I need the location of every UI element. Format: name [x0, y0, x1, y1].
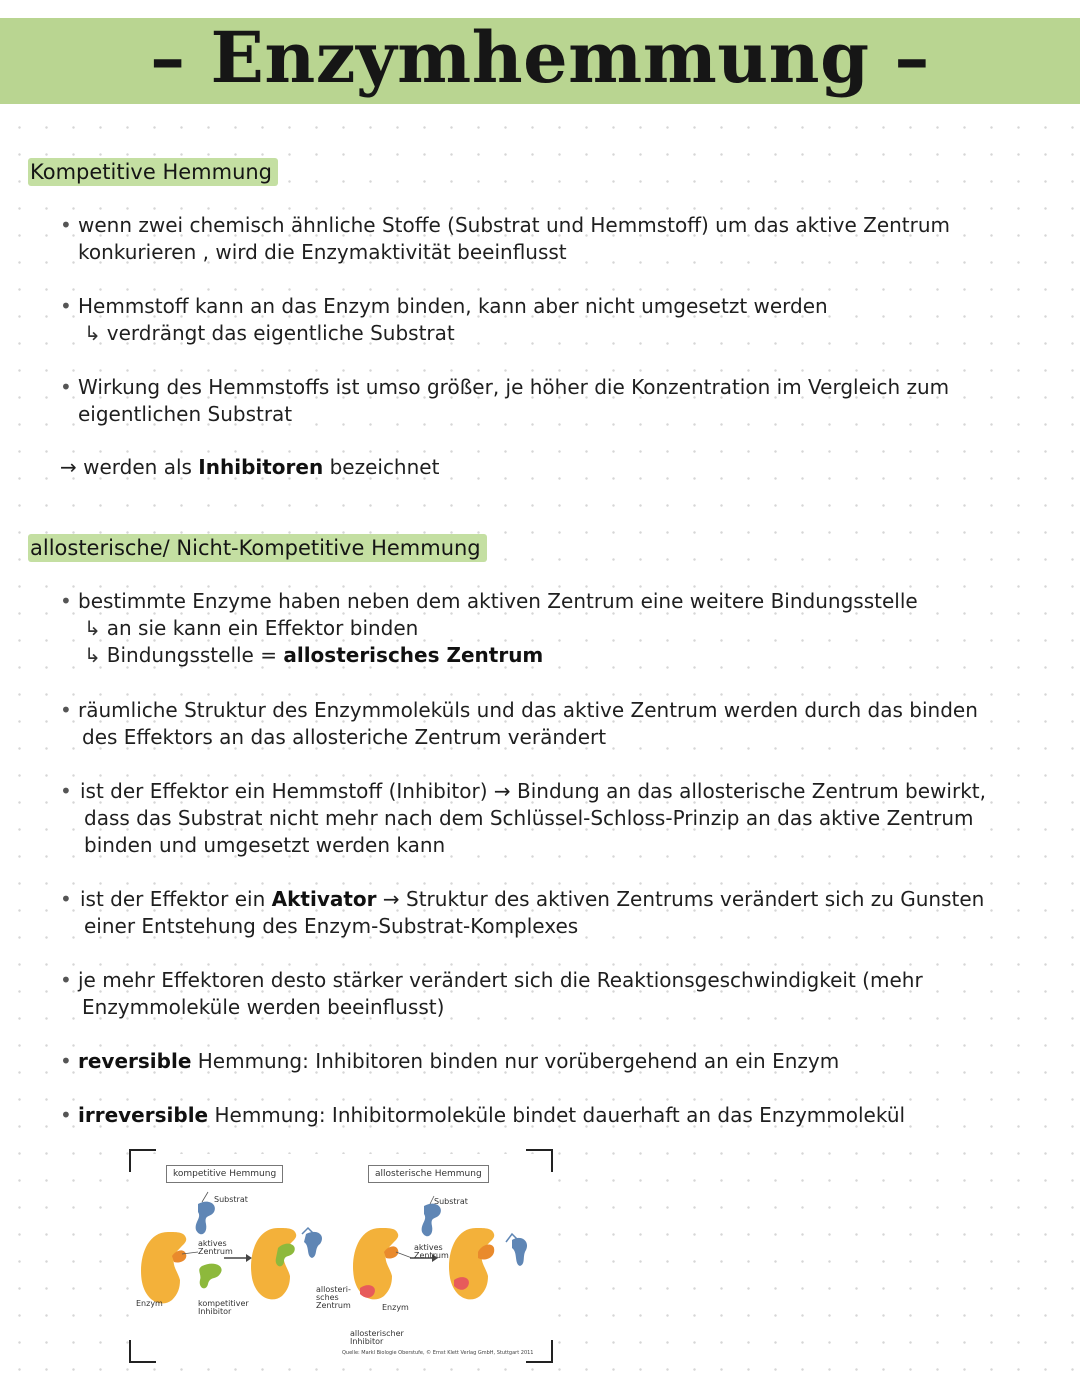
- s2-b1-line: bestimmte Enzyme haben neben dem aktiven Zentrum eine weitere Bindungsstelle: [78, 589, 918, 613]
- section-heading-kompetitive: Kompetitive Hemmung: [28, 158, 278, 186]
- s2-b5-line1: je mehr Effektoren desto stärker verändert sich die Reaktionsgeschwindigkeit (mehr: [78, 968, 923, 992]
- s1-b3-line2: eigentlichen Substrat: [78, 402, 293, 426]
- label-allosterischer-inhibitor: allosterischer Inhibitor: [350, 1329, 404, 1346]
- s1-b2-sub: ↳ verdrängt das eigentliche Substrat: [84, 321, 455, 345]
- arrow-right-icon: →: [60, 455, 77, 479]
- arrow-right-icon: →: [493, 779, 511, 803]
- label-allosterisches-zentrum: allosteri-sches Zentrum: [316, 1285, 351, 1310]
- section-heading-allosterische: allosterische/ Nicht-Kompetitive Hemmung: [28, 534, 487, 562]
- label-allosterische-hemmung: allosterische Hemmung: [368, 1165, 489, 1183]
- label-substrat: Substrat: [214, 1195, 248, 1204]
- enzyme-inhibition-figure: [128, 1148, 554, 1364]
- arrow-right-icon: →: [382, 887, 400, 911]
- sub-arrow-icon: ↳: [84, 643, 101, 667]
- bullet-dot: •: [60, 779, 72, 803]
- s2-b7-line: irreversible Hemmung: Inhibitormoleküle bindet dauerhaft an das Enzymmolekül: [78, 1103, 906, 1127]
- sub-arrow-icon: ↳: [84, 321, 101, 345]
- s2-b3-line2: dass das Substrat nicht mehr nach dem Schlüssel-Schloss-Prinzip an das aktive Zentrum: [84, 806, 974, 830]
- s2-b6-line: reversible Hemmung: Inhibitoren binden nur vorübergehend an ein Enzym: [78, 1049, 840, 1073]
- s1-b1-line1: wenn zwei chemisch ähnliche Stoffe (Substrat und Hemmstoff) um das aktive Zentrum: [78, 213, 951, 237]
- sub-arrow-icon: ↳: [84, 616, 101, 640]
- s1-b1-line2: konkurieren , wird die Enzymaktivität beeinflusst: [78, 240, 567, 264]
- bullet-dot: •: [60, 294, 72, 318]
- label-kompetitive-hemmung: kompetitive Hemmung: [166, 1165, 283, 1183]
- bullet-dot: •: [60, 968, 72, 992]
- s2-b5-line2: Enzymmoleküle werden beeinflusst): [82, 995, 445, 1019]
- label-enzym: Enzym: [382, 1303, 409, 1312]
- bullet-dot: •: [60, 589, 72, 613]
- s2-b4-line1: ist der Effektor ein Aktivator → Struktur des aktiven Zentrums verändert sich zu Gunsten: [80, 887, 985, 911]
- s2-b3-line1: ist der Effektor ein Hemmstoff (Inhibitor) → Bindung an das allosterische Zentrum bewirkt,: [80, 779, 986, 803]
- s2-b2-line2: des Effektors an das allosteriche Zentrum verändert: [82, 725, 607, 749]
- s2-b3-line3: binden und umgesetzt werden kann: [84, 833, 446, 857]
- bullet-dot: •: [60, 1103, 72, 1127]
- s2-b2-line1: räumliche Struktur des Enzymmoleküls und das aktive Zentrum werden durch das binden: [78, 698, 978, 722]
- s2-b4-line2: einer Entstehung des Enzym-Substrat-Komplexes: [84, 914, 579, 938]
- bullet-dot: •: [60, 375, 72, 399]
- bullet-dot: •: [60, 887, 72, 911]
- label-aktives-zentrum: aktives Zentrum: [414, 1243, 449, 1260]
- label-aktives-zentrum: aktives Zentrum: [198, 1239, 233, 1256]
- bullet-dot: •: [60, 698, 72, 722]
- label-enzym: Enzym: [136, 1299, 163, 1308]
- s2-b1-sub2: ↳ Bindungsstelle = allosterisches Zentrum: [84, 643, 544, 667]
- s1-conclusion: → werden als Inhibitoren bezeichnet: [60, 455, 440, 479]
- s1-b2-line1: Hemmstoff kann an das Enzym binden, kann aber nicht umgesetzt werden: [78, 294, 828, 318]
- label-kompetitiver-inhibitor: kompetitiver Inhibitor: [198, 1299, 249, 1316]
- figure-source: Quelle: Markl Biologie Oberstufe, © Ernst Klett Verlag GmbH, Stuttgart 2011: [342, 1350, 534, 1356]
- bullet-dot: •: [60, 1049, 72, 1073]
- label-substrat: Substrat: [434, 1197, 468, 1206]
- s2-b1-sub1: ↳ an sie kann ein Effektor binden: [84, 616, 419, 640]
- bullet-dot: •: [60, 213, 72, 237]
- s1-b3-line1: Wirkung des Hemmstoffs ist umso größer, je höher die Konzentration im Vergleich zum: [78, 375, 950, 399]
- page-title: – Enzymhemmung –: [150, 16, 930, 99]
